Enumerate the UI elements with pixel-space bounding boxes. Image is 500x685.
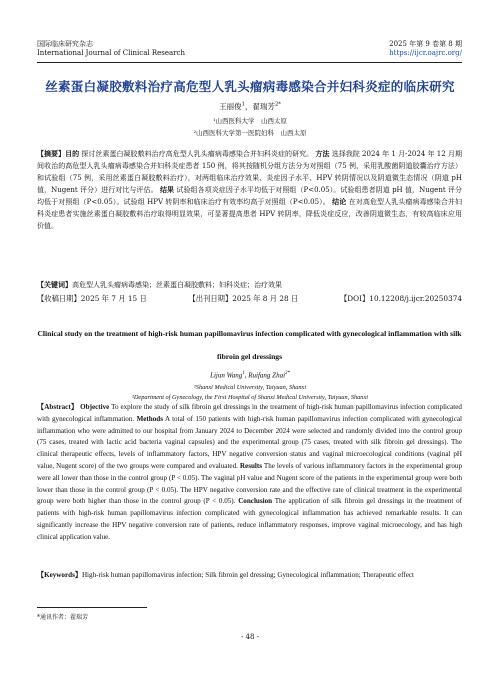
received-date: 【收稿日期】2025 年 7 月 15 日 <box>37 294 147 303</box>
journal-name-en: International Journal of Clinical Research <box>37 49 185 57</box>
journal-issue: 2025 年第 9 卷第 8 期 <box>389 40 462 48</box>
result-cn-label: 结果 <box>159 185 175 194</box>
affiliation-cn-2: ²山西医科大学第一医院妇科 山西太原 <box>193 129 307 137</box>
doi-link[interactable]: 【DOI】10.12208/j.ijcr.20250374 <box>340 294 462 303</box>
title-cn: 丝素蛋白凝胶敷料治疗高危型人乳头瘤病毒感染合并妇科炎症的临床研究 <box>45 79 455 94</box>
footnote-divider <box>37 607 147 608</box>
conclusion-cn-text: 在对高危型人乳头瘤病毒感染合并妇科炎症患者实施丝素蛋白凝胶敷料治疗取得明显效果，可显著提高患者 HPV 转阴率，降低炎症反应，改善阴道微生态，有较高临床应用价值。 <box>37 198 463 230</box>
journal-header-left <box>37 40 185 58</box>
authors-cn <box>0 101 500 112</box>
journal-url-link[interactable]: https://ijcr.oajrc.org/ <box>389 49 462 57</box>
journal-header-right <box>389 40 462 58</box>
keywords-en <box>37 570 462 582</box>
header-divider <box>37 62 462 63</box>
author-1-cn: 王丽俊 <box>219 102 242 111</box>
affiliation-en-1: ¹Shanxi Medical University, Taiyuan, Shanxi <box>193 384 307 391</box>
conclusion-en-label: Conclusion <box>238 497 273 506</box>
author-1-cn-affil: 1 <box>241 101 245 108</box>
conclusion-en-text: The application of silk fibroin gel dressings in the treatment of patients with high-risk human papillomavirus infection complicated with gynecological inflammation has achieved remarkable results. It can significantly increase the HPV negative conversion rate of patients, reduce inflammatory responses, improve vaginal microecology, and has high clinical application value. <box>37 497 462 541</box>
author-1-en: Lijun Wang <box>210 371 243 380</box>
author-2-cn-affil: 2* <box>274 101 281 108</box>
result-cn-text: 试验组各项炎症因子水平均低于对照组（P<0.05）。试验组患者阴道 pH 值，Nugent 评分均低于对照组（P<0.05）。试验组 HPV 转阴率和临床治疗有效率均高于对照组（P<0.05）。 <box>37 186 462 206</box>
author-2-en-affil: 2* <box>285 371 290 376</box>
result-en-text: The levels of various inflammatory factors in the experimental group were all lower than those in the control group (P < 0.05). The vaginal pH value and Nugent score of the patients in the experimental group were both lower than those in the control group (P < 0.05). The HPV negative conversion rate and the effective rate of clinical treatment in the experimental group were both higher than those in the control group (P < 0.05). <box>37 461 462 506</box>
objective-en-text: To explore the study of silk fibroin gel dressings in the treatment of high-risk human papillomavirus infection complicated with gynecological inflammation. <box>37 403 462 423</box>
page-number: - 48 - <box>240 633 260 641</box>
method-en-text: A total of 150 patients with high-risk human papillomavirus infection complicated with gynecological inflammation who were admitted to our hospital from January 2024 to December 2024 were selected and randomly divided into the control group (75 cases, treated with lactic acid bacteria vaginal capsules) and the experimental group (75 cases, treated with silk fibroin gel dressings). The clinical therapeutic effects, levels of inflammatory factors, HPV negative conversion status and vaginal microecological conditions (vaginal pH value, Nugent score) of the two groups were compared and evaluated. <box>37 414 462 470</box>
method-cn-text: 选择我院 2024 年 1 月-2024 年 12 月期间收治的高危型人乳头瘤病毒感染合并妇科炎症患者 150 例，将其按随机分组方法分为对照组（75 例，采用乳酸菌阴道胶囊治疗方法）和试验组（75 例，采用丝素蛋白凝胶敷料治疗），对两组临床治疗效果、炎症因子水平、HPV 转阴情况以及阴道微生态情况（阴道 pH 值，Nugent 评分）进行对比与评估。 <box>37 150 462 194</box>
author-2-en: , Ruifang Zhai <box>244 371 286 380</box>
objective-cn-label: 目的 <box>65 149 80 158</box>
abstract-en-label: 【Abstract】 <box>37 403 79 411</box>
objective-en-label: Objective <box>80 403 110 411</box>
abstract-cn <box>37 148 462 232</box>
abstract-en <box>37 402 462 544</box>
conclusion-cn-label: 结论 <box>332 197 347 206</box>
keywords-cn-label: 【关键词】 <box>37 280 72 289</box>
keywords-en-label: 【Keywords】 <box>37 571 82 579</box>
affiliation-cn-1: ¹山西医科大学 山西太原 <box>212 117 288 125</box>
method-cn-label: 方法 <box>315 149 330 158</box>
keywords-cn <box>37 279 462 291</box>
keywords-cn-text: 高危型人乳头瘤病毒感染；丝素蛋白凝胶敷料；妇科炎症；治疗效果 <box>72 281 282 289</box>
title-en: Clinical study on the treatment of high-risk human papillomavirus infection complicated with gynecological inflammation with silk fibroin gel dressings <box>37 329 462 361</box>
article-meta-row <box>37 294 462 304</box>
journal-name-cn: 国际临床研究杂志 <box>37 40 93 48</box>
objective-cn-text: 探讨丝素蛋白凝胶敷料治疗高危型人乳头瘤病毒感染合并妇科炎症的研究。 <box>81 150 314 158</box>
abstract-cn-label: 【摘要】 <box>37 149 66 158</box>
corresponding-author-note: *通讯作者：翟瑞芳 <box>37 614 89 621</box>
affiliation-en-2: ²Department of Gynecology, the First Hospital of Shanxi Medical University, Taiyuan, Shanxi <box>131 394 368 401</box>
result-en-label: Results <box>239 461 262 470</box>
authors-en <box>0 371 500 379</box>
published-date: 【出刊日期】2025 年 8 月 28 日 <box>188 294 299 303</box>
keywords-en-text: High-risk human papillomavirus infection; Silk fibroin gel dressing; Gynecological inflammation; Therapeutic effect <box>81 571 415 579</box>
author-2-cn: ，翟瑞芳 <box>244 102 275 111</box>
author-1-en-affil: 1 <box>242 371 245 376</box>
method-en-label: Methods <box>136 414 163 423</box>
